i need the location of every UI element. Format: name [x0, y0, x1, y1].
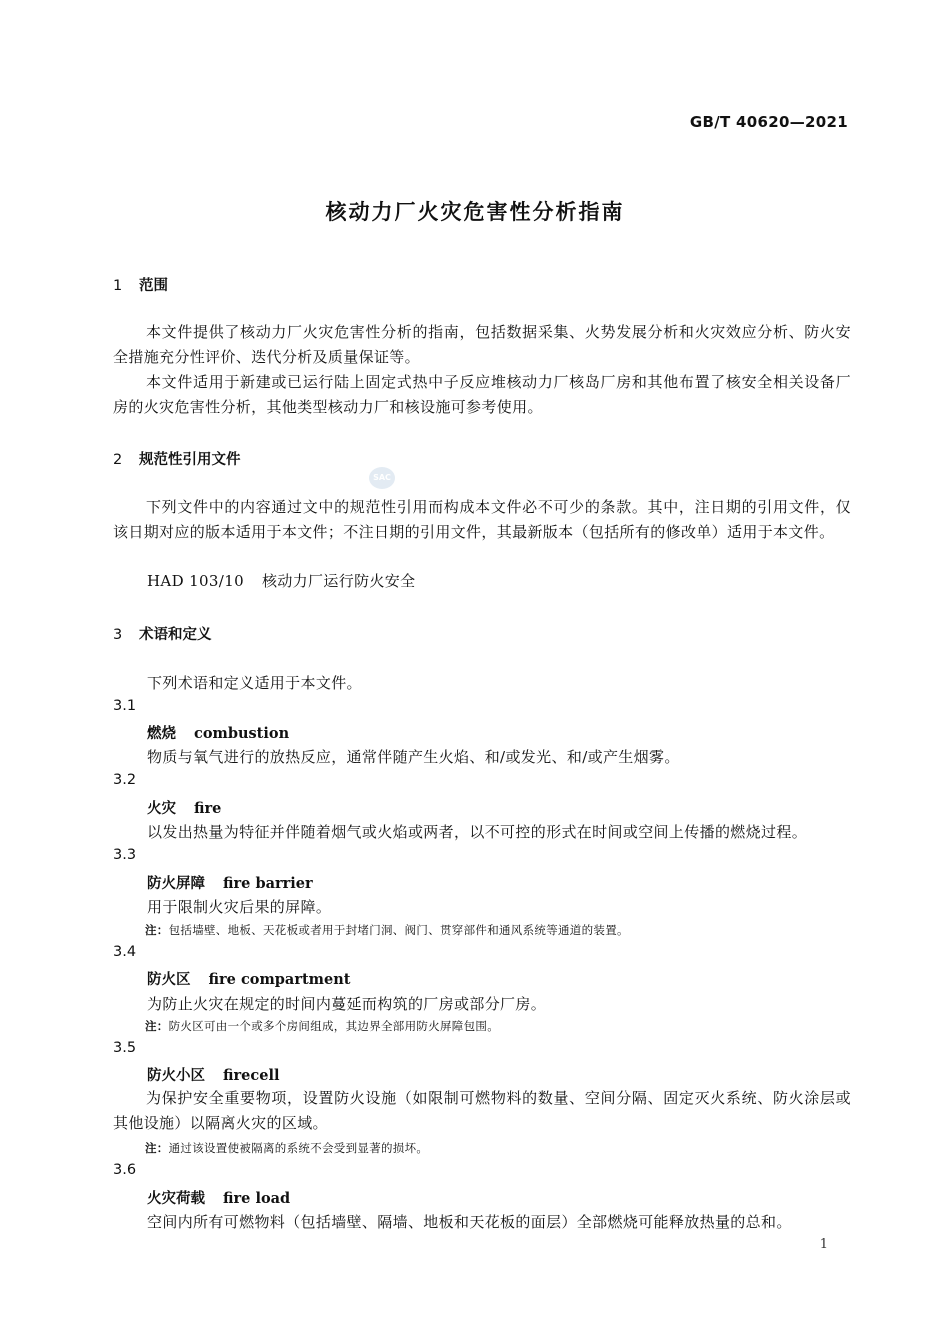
- note-label: 注：: [145, 1141, 169, 1155]
- term-zh: 燃烧: [147, 725, 176, 742]
- note-label: 注：: [145, 1019, 169, 1033]
- term-en: fire compartment: [208, 971, 351, 988]
- standard-code: GB/T 40620—2021: [689, 113, 848, 131]
- reference-entry: [147, 570, 416, 591]
- term-en: combustion: [194, 725, 290, 742]
- document-title: 核动力厂火灾危害性分析指南: [325, 200, 625, 224]
- term-zh: 防火小区: [147, 1067, 205, 1084]
- section-2-heading: [113, 448, 241, 469]
- term-definition: 物质与氧气进行的放热反应，通常伴随产生火焰、和/或发光、和/或产生烟雾。: [147, 748, 680, 766]
- section-3-heading: [113, 623, 212, 644]
- term-definition: 为防止火灾在规定的时间内蔓延而构筑的厂房或部分厂房。: [147, 995, 547, 1013]
- normative-references-paragraph: 下列文件中的内容通过文中的规范性引用而构成本文件必不可少的条款。其中，注日期的引用文件，仅该日期对应的版本适用于本文件；不注日期的引用文件，其最新版本（包括所有的修改单）适用于本文件。: [113, 498, 851, 541]
- clause-number: 3.2: [113, 772, 137, 788]
- term-en: firecell: [223, 1067, 280, 1084]
- clause-number: 3.3: [113, 847, 137, 863]
- term-note: [145, 1140, 428, 1156]
- term-definition: 空间内所有可燃物料（包括墙壁、隔墙、地板和天花板的面层）全部燃烧可能释放热量的总和。: [147, 1213, 792, 1231]
- term-entry: [147, 1187, 290, 1208]
- section-number: 3: [113, 627, 123, 643]
- term-en: fire load: [223, 1190, 291, 1207]
- section-title: 规范性引用文件: [139, 452, 241, 468]
- reference-title: 核动力厂运行防火安全: [261, 572, 416, 590]
- term-zh: 防火区: [147, 971, 191, 988]
- note-text: 包括墙壁、地板、天花板或者用于封堵门洞、阀门、贯穿部件和通风系统等通道的装置。: [168, 923, 629, 937]
- term-entry: [147, 1064, 279, 1085]
- section-number: 2: [113, 452, 123, 468]
- section-number: 1: [113, 278, 123, 294]
- note-text: 防火区可由一个或多个房间组成，其边界全部用防火屏障包围。: [168, 1019, 500, 1033]
- scope-paragraph-2: 本文件适用于新建或已运行陆上固定式热中子反应堆核动力厂核岛厂房和其他布置了核安全相关设备厂房的火灾危害性分析，其他类型核动力厂和核设施可参考使用。: [113, 373, 851, 416]
- clause-number: 3.1: [113, 698, 137, 714]
- section-1-heading: [113, 274, 168, 295]
- term-note: [145, 922, 629, 938]
- clause-number: 3.5: [113, 1040, 137, 1056]
- term-zh: 火灾荷载: [147, 1190, 205, 1207]
- sac-watermark-logo: SAC: [369, 467, 395, 489]
- clause-number: 3.4: [113, 944, 137, 960]
- section-title: 术语和定义: [139, 627, 212, 643]
- term-definition: 为保护安全重要物项，设置防火设施（如限制可燃物料的数量、空间分隔、固定灭火系统、防火涂层或其他设施）以隔离火灾的区域。: [113, 1089, 851, 1132]
- terms-intro: 下列术语和定义适用于本文件。: [147, 674, 362, 692]
- reference-code: HAD 103/10: [147, 572, 244, 590]
- term-en: fire barrier: [223, 875, 313, 892]
- term-en: fire: [194, 800, 222, 817]
- term-entry: [147, 968, 350, 989]
- term-note: [145, 1018, 499, 1034]
- term-definition: 以发出热量为特征并伴随着烟气或火焰或两者，以不可控的形式在时间或空间上传播的燃烧过程。: [147, 823, 808, 841]
- clause-number: 3.6: [113, 1162, 137, 1178]
- note-label: 注：: [145, 923, 169, 937]
- term-definition: 用于限制火灾后果的屏障。: [147, 898, 332, 916]
- term-entry: [147, 722, 289, 743]
- term-zh: 火灾: [147, 800, 176, 817]
- term-zh: 防火屏障: [147, 875, 205, 892]
- page-number: 1: [819, 1237, 828, 1252]
- note-text: 通过该设置使被隔离的系统不会受到显著的损坏。: [168, 1141, 429, 1155]
- term-entry: [147, 797, 221, 818]
- term-entry: [147, 872, 313, 893]
- section-title: 范围: [139, 278, 168, 294]
- scope-paragraph-1: 本文件提供了核动力厂火灾危害性分析的指南，包括数据采集、火势发展分析和火灾效应分析、防火安全措施充分性评价、迭代分析及质量保证等。: [113, 323, 851, 366]
